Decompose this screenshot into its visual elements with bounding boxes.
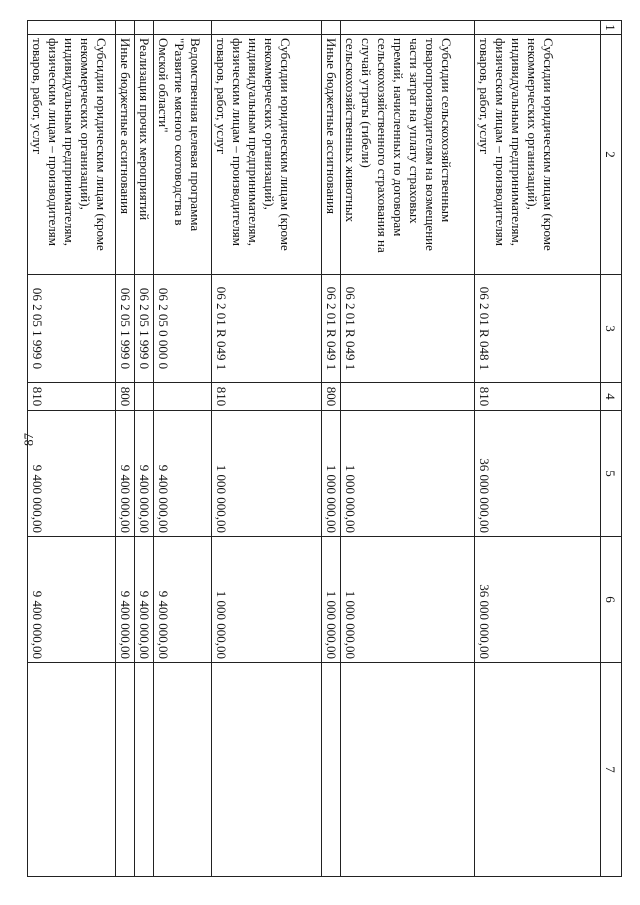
cell-sum1: 36 000 000,00	[475, 411, 601, 537]
table-row	[322, 21, 341, 877]
cell-col7	[322, 663, 341, 877]
cell-name: Реализация прочих мероприятий	[135, 35, 154, 275]
cell-vr	[135, 383, 154, 411]
header-col-2: 2	[601, 35, 622, 275]
cell-name: Субсидии юридическим лицам (кроме некоммерческих организаций), индивидуальным предпринимателям, физическим лицам – производителям товаров, работ, услуг	[475, 35, 601, 275]
header-col-1: 1	[601, 21, 622, 35]
page-number: 87	[21, 433, 36, 446]
cell-code: 06 2 05 1 999 0	[28, 275, 116, 383]
cell-sum1: 9 400 000,00	[116, 411, 135, 537]
cell-code: 06 2 05 1 999 0	[116, 275, 135, 383]
cell-sum1: 1 000 000,00	[212, 411, 322, 537]
cell-vr	[154, 383, 212, 411]
cell-name: Иные бюджетные ассигнования	[322, 35, 341, 275]
header-row	[601, 21, 622, 877]
cell-vr: 810	[212, 383, 322, 411]
header-col-5: 5	[601, 411, 622, 537]
header-col-7: 7	[601, 663, 622, 877]
cell-col7	[135, 663, 154, 877]
cell-vr: 800	[322, 383, 341, 411]
cell-sum2: 1 000 000,00	[212, 537, 322, 663]
table-row	[475, 21, 601, 877]
cell-code: 06 2 01 R 048 1	[475, 275, 601, 383]
cell-col7	[341, 663, 475, 877]
cell-col1	[28, 21, 116, 35]
cell-col1	[154, 21, 212, 35]
cell-col1	[212, 21, 322, 35]
cell-name: Иные бюджетные ассигнования	[116, 35, 135, 275]
header-col-4: 4	[601, 383, 622, 411]
cell-col7	[116, 663, 135, 877]
cell-code: 06 2 01 R 049 1	[341, 275, 475, 383]
header-col-3: 3	[601, 275, 622, 383]
cell-col7	[28, 663, 116, 877]
cell-col1	[116, 21, 135, 35]
table-row	[341, 21, 475, 877]
table-row	[28, 21, 116, 877]
cell-col1	[475, 21, 601, 35]
cell-col1	[322, 21, 341, 35]
cell-vr: 810	[28, 383, 116, 411]
cell-sum1: 9 400 000,00	[28, 411, 116, 537]
cell-vr	[341, 383, 475, 411]
cell-col7	[475, 663, 601, 877]
cell-code: 06 2 01 R 049 1	[212, 275, 322, 383]
cell-sum2: 9 400 000,00	[28, 537, 116, 663]
cell-sum1: 1 000 000,00	[341, 411, 475, 537]
cell-sum2: 9 400 000,00	[154, 537, 212, 663]
rotated-document	[32, 20, 622, 876]
budget-table	[27, 20, 622, 877]
table-row	[116, 21, 135, 877]
table-row	[135, 21, 154, 877]
cell-name: Субсидии юридическим лицам (кроме некоммерческих организаций), индивидуальным предпринимателям, физическим лицам – производителям товаров, работ, услуг	[28, 35, 116, 275]
table-row	[212, 21, 322, 877]
cell-code: 06 2 05 0 000 0	[154, 275, 212, 383]
cell-code: 06 2 01 R 049 1	[322, 275, 341, 383]
cell-sum1: 9 400 000,00	[154, 411, 212, 537]
cell-col1	[341, 21, 475, 35]
cell-sum2: 9 400 000,00	[116, 537, 135, 663]
header-col-6: 6	[601, 537, 622, 663]
cell-sum1: 9 400 000,00	[135, 411, 154, 537]
cell-sum1: 1 000 000,00	[322, 411, 341, 537]
cell-vr: 810	[475, 383, 601, 411]
cell-name: Субсидии юридическим лицам (кроме некоммерческих организаций), индивидуальным предпринимателям, физическим лицам – производителям товаров, работ, услуг	[212, 35, 322, 275]
table-row	[154, 21, 212, 877]
cell-name: Субсидии сельскохозяйственным товаропроизводителям на возмещение части затрат на уплату страховых премий, начисленных по договорам сельскохозяйственного страхования на случай утраты (гибели) сельскохозяйственных животных	[341, 35, 475, 275]
cell-sum2: 9 400 000,00	[135, 537, 154, 663]
cell-name: Ведомственная целевая программа "Развитие мясного скотоводства в Омской области"	[154, 35, 212, 275]
cell-sum2: 1 000 000,00	[341, 537, 475, 663]
cell-code: 06 2 05 1 999 0	[135, 275, 154, 383]
cell-col1	[135, 21, 154, 35]
cell-sum2: 36 000 000,00	[475, 537, 601, 663]
cell-col7	[154, 663, 212, 877]
cell-sum2: 1 000 000,00	[322, 537, 341, 663]
cell-vr: 800	[116, 383, 135, 411]
cell-col7	[212, 663, 322, 877]
